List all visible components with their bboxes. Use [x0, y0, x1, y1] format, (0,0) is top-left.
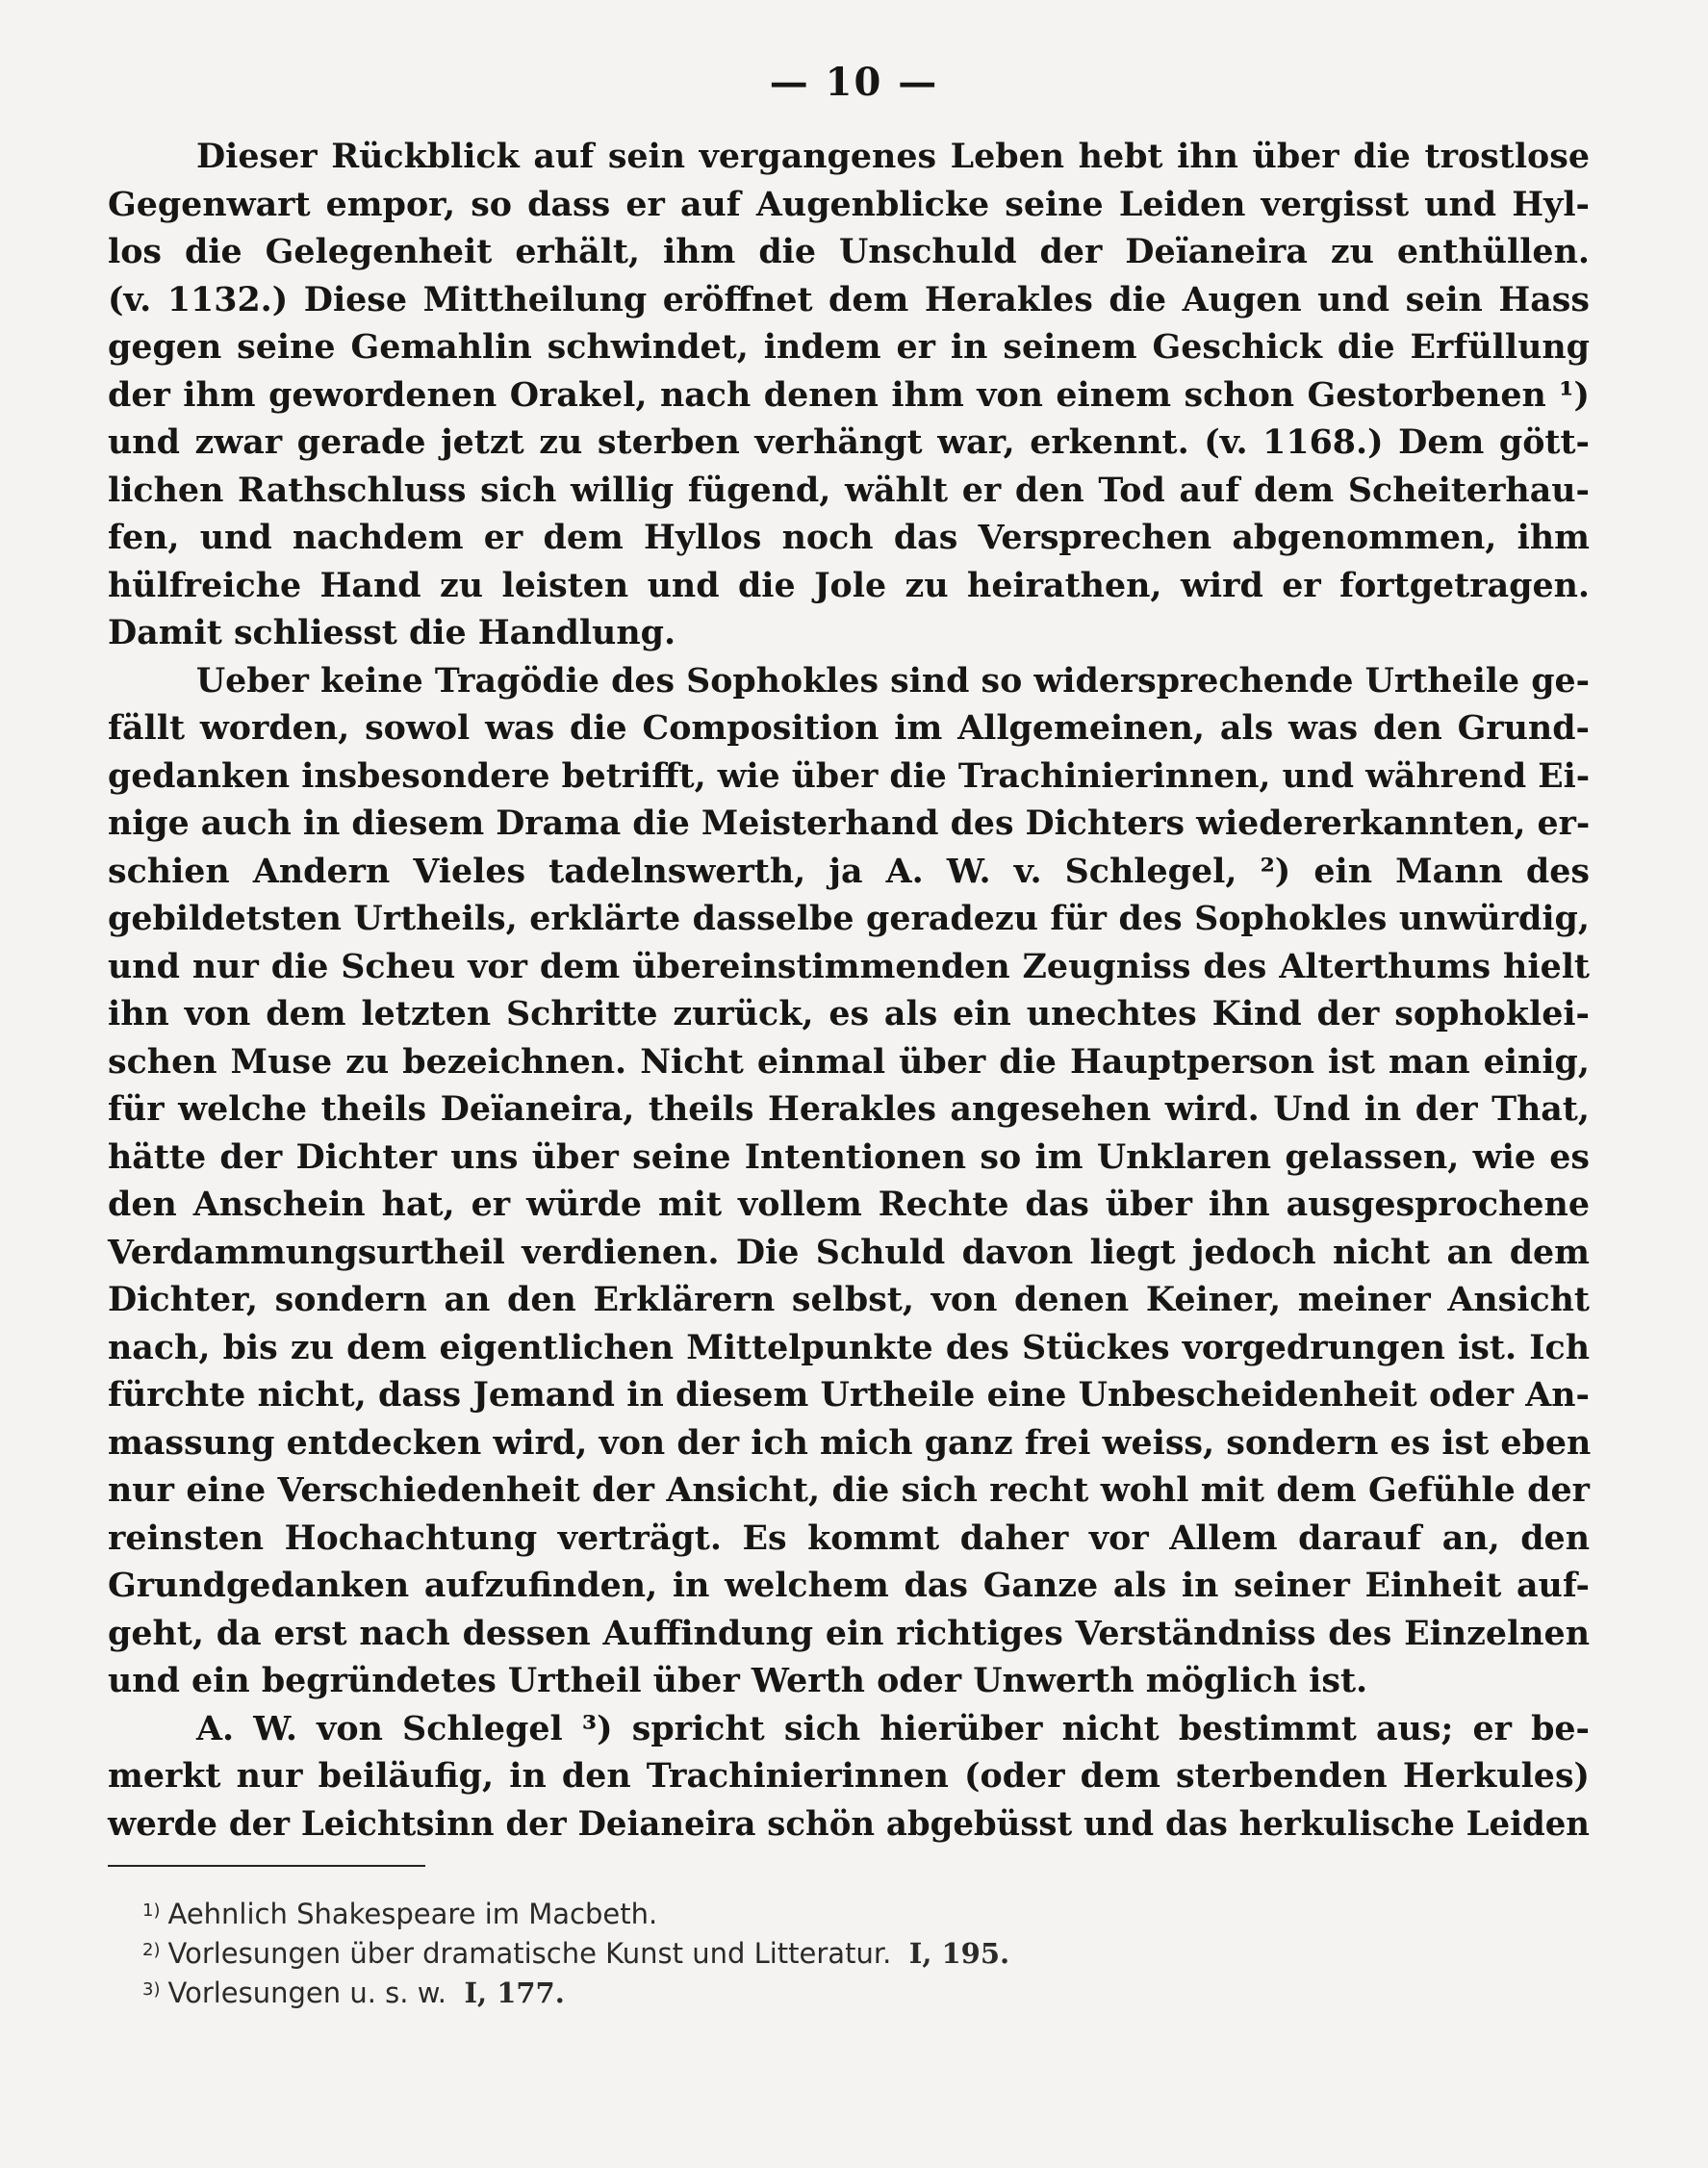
- footnote-mark: 3): [142, 1979, 161, 2000]
- text-line: schien Andern Vieles tadelnswerth, ja A. W. v. Schlegel, ²) ein Mann des: [108, 851, 1590, 891]
- text-line: Damit schliesst die Handlung.: [108, 613, 676, 652]
- text-line: der ihm gewordenen Orakel, nach denen ihm von einem schon Gestorbenen ¹): [108, 374, 1590, 415]
- text-line: den Anschein hat, er würde mit vollem Rechte das über ihn ausgesprochene: [108, 1185, 1590, 1224]
- footnote-2: [142, 1930, 1297, 1970]
- text-line: fen, und nachdem er dem Hyllos noch das Versprechen abgenommen, ihm: [108, 518, 1590, 557]
- footnote-mark: 2): [142, 1940, 161, 1960]
- text-line: Dichter, sondern an den Erklärern selbst, von denen Keiner, meiner Ansicht: [108, 1280, 1590, 1319]
- footnote-text: Vorlesungen u. s. w.: [167, 1977, 446, 2009]
- text-line: massung entdecken wird, von der ich mich ganz frei weiss, sondern es ist eben: [108, 1422, 1592, 1463]
- footnotes: [142, 1891, 1297, 2009]
- footnote-1: [142, 1891, 1297, 1930]
- text-line: Dieser Rückblick auf sein vergangenes Leben hebt ihn über die trostlose: [196, 137, 1590, 176]
- text-line: merkt nur beiläufig, in den Trachinierinnen (oder dem sterbenden Herkules): [108, 1756, 1590, 1796]
- footnote-ref: I, 195.: [908, 1937, 1010, 1970]
- text-line: hätte der Dichter uns über seine Intentionen so im Unklaren gelassen, wie es: [108, 1136, 1590, 1177]
- body-text: [108, 133, 1590, 1848]
- text-line: hülfreiche Hand zu leisten und die Jole zu heirathen, wird er fortgetragen.: [108, 565, 1590, 605]
- text-line: nach, bis zu dem eigentlichen Mittelpunkte des Stückes vorgedrungen ist. Ich: [108, 1327, 1590, 1367]
- text-line: werde der Leichtsinn der Deianeira schön abgebüsst und das herkulische Leiden: [108, 1803, 1590, 1844]
- text-line: nur eine Verschiedenheit der Ansicht, die sich recht wohl mit dem Gefühle der: [108, 1470, 1590, 1510]
- text-line: und nur die Scheu vor dem übereinstimmenden Zeugniss des Alterthums hielt: [108, 946, 1590, 986]
- text-line: A. W. von Schlegel ³) spricht sich hierüber nicht bestimmt aus; er be-: [196, 1708, 1590, 1748]
- text-line: schen Muse zu bezeichnen. Nicht einmal über die Hauptperson ist man einig,: [108, 1041, 1590, 1082]
- page-number: — 10 —: [769, 60, 939, 105]
- footnote-ref: I, 177.: [464, 1977, 565, 2009]
- text-line: Gegenwart empor, so dass er auf Augenblicke seine Leiden vergisst und Hyl-: [108, 184, 1590, 224]
- footnote-mark: 1): [142, 1900, 161, 1921]
- text-line: und zwar gerade jetzt zu sterben verhängt war, erkennt. (v. 1168.) Dem gött-: [108, 422, 1590, 462]
- text-line: lichen Rathschluss sich willig fügend, wählt er den Tod auf dem Scheiterhau-: [108, 470, 1590, 510]
- text-line: gedanken insbesondere betrifft, wie über die Trachinierinnen, und während Ei-: [108, 755, 1591, 796]
- text-line: ihn von dem letzten Schritte zurück, es als ein unechtes Kind der sophoklei-: [108, 994, 1590, 1033]
- text-line: (v. 1132.) Diese Mittheilung eröffnet dem Herakles die Augen und sein Hass: [108, 279, 1590, 319]
- text-line: fällt worden, sowol was die Composition im Allgemeinen, als was den Grund-: [108, 708, 1590, 748]
- text-line: Grundgedanken aufzufinden, in welchem das Ganze als in seiner Einheit auf-: [108, 1566, 1590, 1605]
- footnote-text: Aehnlich Shakespeare im Macbeth.: [167, 1898, 658, 1930]
- footnote-rule: [108, 1865, 425, 1867]
- text-line: gebildetsten Urtheils, erklärte dasselbe geradezu für des Sophokles unwürdig,: [108, 899, 1590, 938]
- footnote-3: [142, 1970, 1297, 2009]
- text-line: geht, da erst nach dessen Auffindung ein richtiges Verständniss des Einzelnen: [108, 1613, 1590, 1653]
- text-line: für welche theils Deïaneira, theils Herakles angesehen wird. Und in der That,: [108, 1089, 1590, 1129]
- text-line: und ein begründetes Urtheil über Werth oder Unwerth möglich ist.: [108, 1661, 1368, 1700]
- text-line: Verdammungsurtheil verdienen. Die Schuld davon liegt jedoch nicht an dem: [108, 1232, 1590, 1272]
- text-line: los die Gelegenheit erhält, ihm die Unschuld der Deïaneira zu enthüllen.: [108, 232, 1590, 271]
- text-line: gegen seine Gemahlin schwindet, indem er in seinem Geschick die Erfüllung: [108, 327, 1590, 367]
- text-line: nige auch in diesem Drama die Meisterhand des Dichters wiedererkannten, er-: [108, 803, 1591, 843]
- text-line: Ueber keine Tragödie des Sophokles sind so widersprechende Urtheile ge-: [195, 660, 1590, 701]
- text-line: reinsten Hochachtung verträgt. Es kommt daher vor Allem darauf an, den: [108, 1518, 1590, 1558]
- text-line: fürchte nicht, dass Jemand in diesem Urtheile eine Unbescheidenheit oder An-: [108, 1375, 1590, 1415]
- footnote-text: Vorlesungen über dramatische Kunst und Litteratur.: [167, 1937, 892, 1970]
